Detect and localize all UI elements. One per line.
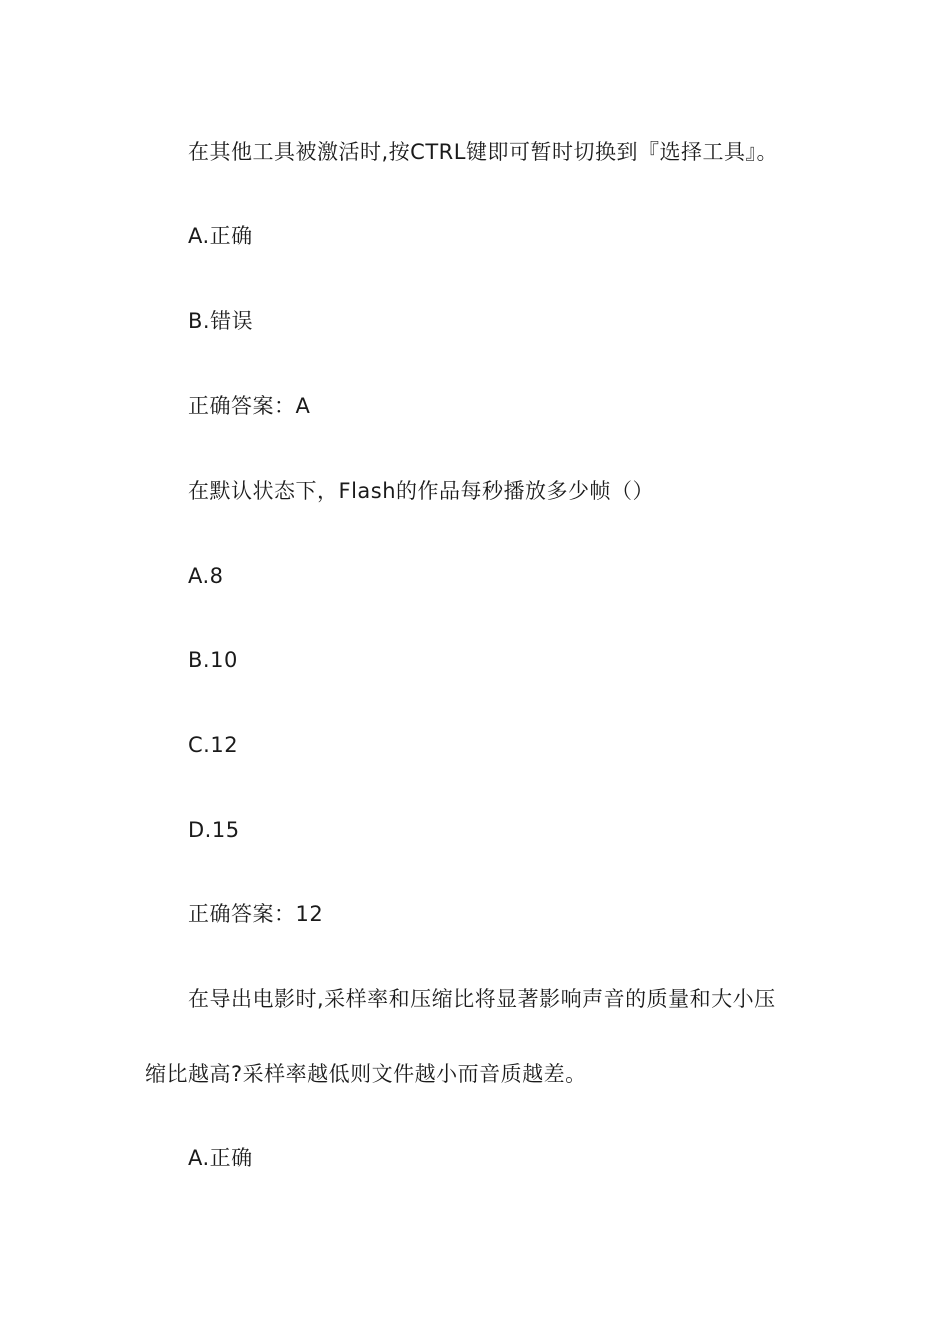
question-1-option-b: B.错误 [188,309,254,333]
question-1-answer: 正确答案：A [188,394,311,418]
question-2-option-d: D.15 [188,818,240,842]
question-2-answer: 正确答案：12 [188,902,324,926]
question-3-stem-line-1: 在导出电影时,采样率和压缩比将显著影响声音的质量和大小压 [188,987,776,1011]
question-3-stem-line-2: 缩比越高?采样率越低则文件越小而音质越差。 [145,1062,587,1086]
question-2-stem: 在默认状态下，Flash的作品每秒播放多少帧（） [188,479,655,503]
question-2-option-b: B.10 [188,648,238,672]
question-2-option-c: C.12 [188,733,239,757]
question-1-stem: 在其他工具被激活时,按CTRL键即可暂时切换到『选择工具』。 [188,140,778,164]
question-1-option-a: A.正确 [188,224,253,248]
question-2-option-a: A.8 [188,564,224,588]
question-3-option-a: A.正确 [188,1146,253,1170]
